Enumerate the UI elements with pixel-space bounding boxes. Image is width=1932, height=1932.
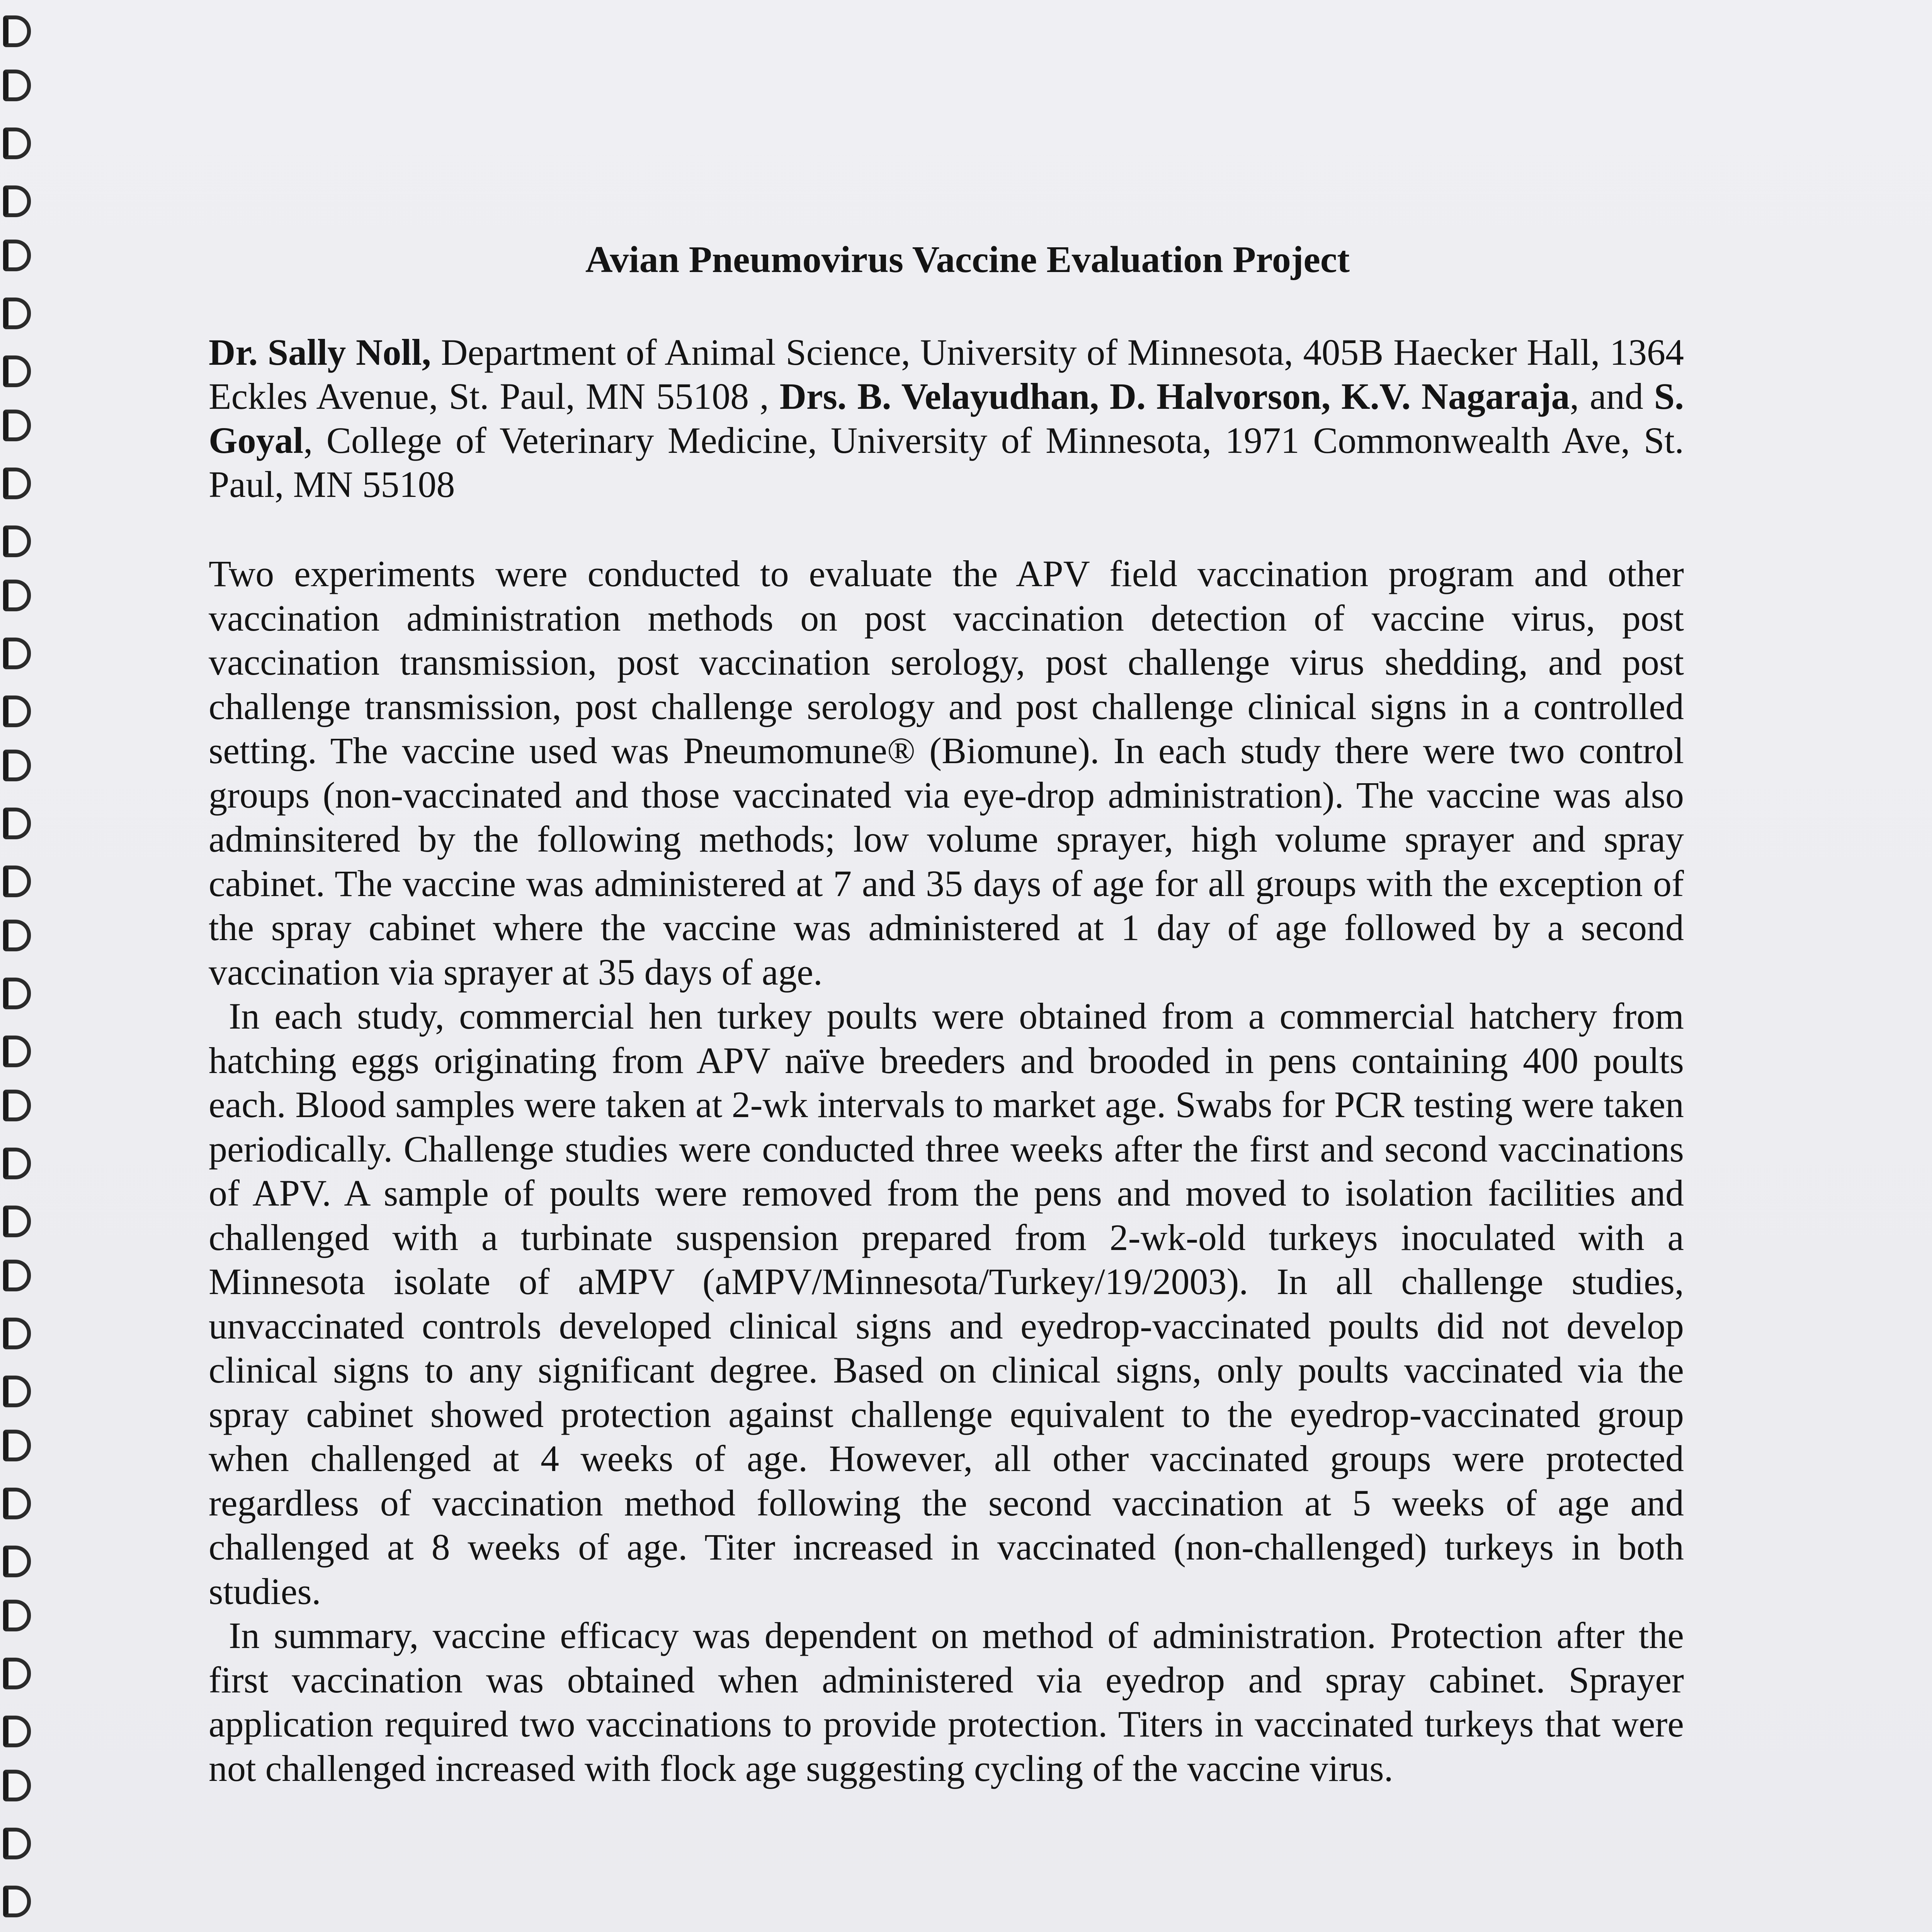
binding-ring [3, 298, 31, 329]
binding-ring [3, 1036, 31, 1067]
binding-ring [3, 128, 31, 159]
binding-ring [3, 1260, 31, 1291]
binding-ring [3, 1206, 31, 1237]
binding-ring [3, 920, 31, 951]
binding-ring [3, 1376, 31, 1407]
binding-ring [3, 1090, 31, 1121]
binding-ring [3, 410, 31, 441]
binding-ring [3, 866, 31, 897]
binding-ring [3, 15, 31, 47]
document-title: Avian Pneumovirus Vaccine Evaluation Project [585, 239, 1350, 281]
binding-ring [3, 750, 31, 781]
coauthor-name: S. Goyal [209, 376, 1684, 461]
author-name: Dr. Sally Noll, [209, 332, 431, 373]
spiral-binding [0, 0, 43, 1932]
binding-ring [3, 1770, 31, 1801]
binding-ring [3, 1430, 31, 1461]
abstract-paragraph: In summary, vaccine efficacy was dependent on method of administration. Protection after the first vaccination was obtained when administered via eyedrop and spray cabinet. Sprayer application required two vaccinations to provide protection. Titers in vaccinated turkeys that were not challenged increased with flock age suggesting cycling of the vaccine virus. [209, 1615, 1684, 1789]
author-conjunction: , and [1570, 376, 1654, 417]
abstract-paragraph: Two experiments were conducted to evaluate the APV field vaccination program and other vaccination administration methods on post vaccination detection of vaccine virus, post vaccination transmission, post vaccination serology, post challenge virus shedding, and post challenge transmission, post challenge serology and post challenge clinical signs in a controlled setting. The vaccine used was Pneumomune® (Biomune). In each study there were two control groups (non-vaccinated and those vaccinated via eye-drop administration). The vaccine was also adminsitered by the following methods; low volume sprayer, high volume sprayer and spray cabinet. The vaccine was administered at 7 and 35 days of age for all groups with the exception of the spray cabinet where the vaccine was administered at 1 day of age followed by a second vaccination via sprayer at 35 days of age. [209, 553, 1684, 993]
binding-ring [3, 70, 31, 101]
binding-ring [3, 1658, 31, 1689]
binding-ring [3, 1828, 31, 1859]
binding-ring [3, 1600, 31, 1631]
binding-ring [3, 1886, 31, 1917]
binding-ring [3, 696, 31, 727]
coauthor-affiliation: , College of Veterinary Medicine, University of Minnesota, 1971 Commonwealth Ave, St. Paul, MN 55108 [209, 420, 1684, 505]
binding-ring [3, 526, 31, 557]
binding-ring [3, 355, 31, 387]
coauthor-names: Drs. B. Velayudhan, D. Halvorson, K.V. Nagaraja [779, 376, 1570, 417]
abstract-body [209, 552, 1684, 1791]
author-block [209, 330, 1684, 507]
binding-ring [3, 1488, 31, 1519]
author-affiliation: Department of Animal Science, University of Minnesota, 405B Haecker Hall, 1364 Eckles Avenue, St. Paul, MN 55108 , [209, 332, 1684, 417]
binding-ring [3, 1716, 31, 1747]
binding-ring [3, 468, 31, 499]
binding-ring [3, 1318, 31, 1349]
binding-ring [3, 978, 31, 1009]
binding-ring [3, 638, 31, 669]
binding-ring [3, 1546, 31, 1577]
abstract-paragraph: In each study, commercial hen turkey poults were obtained from a commercial hatchery from hatching eggs originating from APV naïve breeders and brooded in pens containing 400 poults each. Blood samples were taken at 2-wk intervals to market age. Swabs for PCR testing were taken periodically. Challenge studies were conducted three weeks after the first and second vaccinations of APV. A sample of poults were removed from the pens and moved to isolation facilities and challenged with a turbinate suspension prepared from 2-wk-old turkeys inoculated with a Minnesota isolate of aMPV (aMPV/Minnesota/Turkey/19/2003). In all challenge studies, unvaccinated controls developed clinical signs and eyedrop-vaccinated poults did not develop clinical signs to any significant degree. Based on clinical signs, only poults vaccinated via the spray cabinet showed protection against challenge equivalent to the eyedrop-vaccinated group when challenged at 4 weeks of age. However, all other vaccinated groups were protected regardless of vaccination method following the second vaccination at 5 weeks of age and challenged at 8 weeks of age. Titer increased in vaccinated (non-challenged) turkeys in both studies. [209, 995, 1684, 1612]
binding-ring [3, 808, 31, 839]
binding-ring [3, 185, 31, 217]
binding-ring [3, 580, 31, 611]
binding-ring [3, 1148, 31, 1179]
